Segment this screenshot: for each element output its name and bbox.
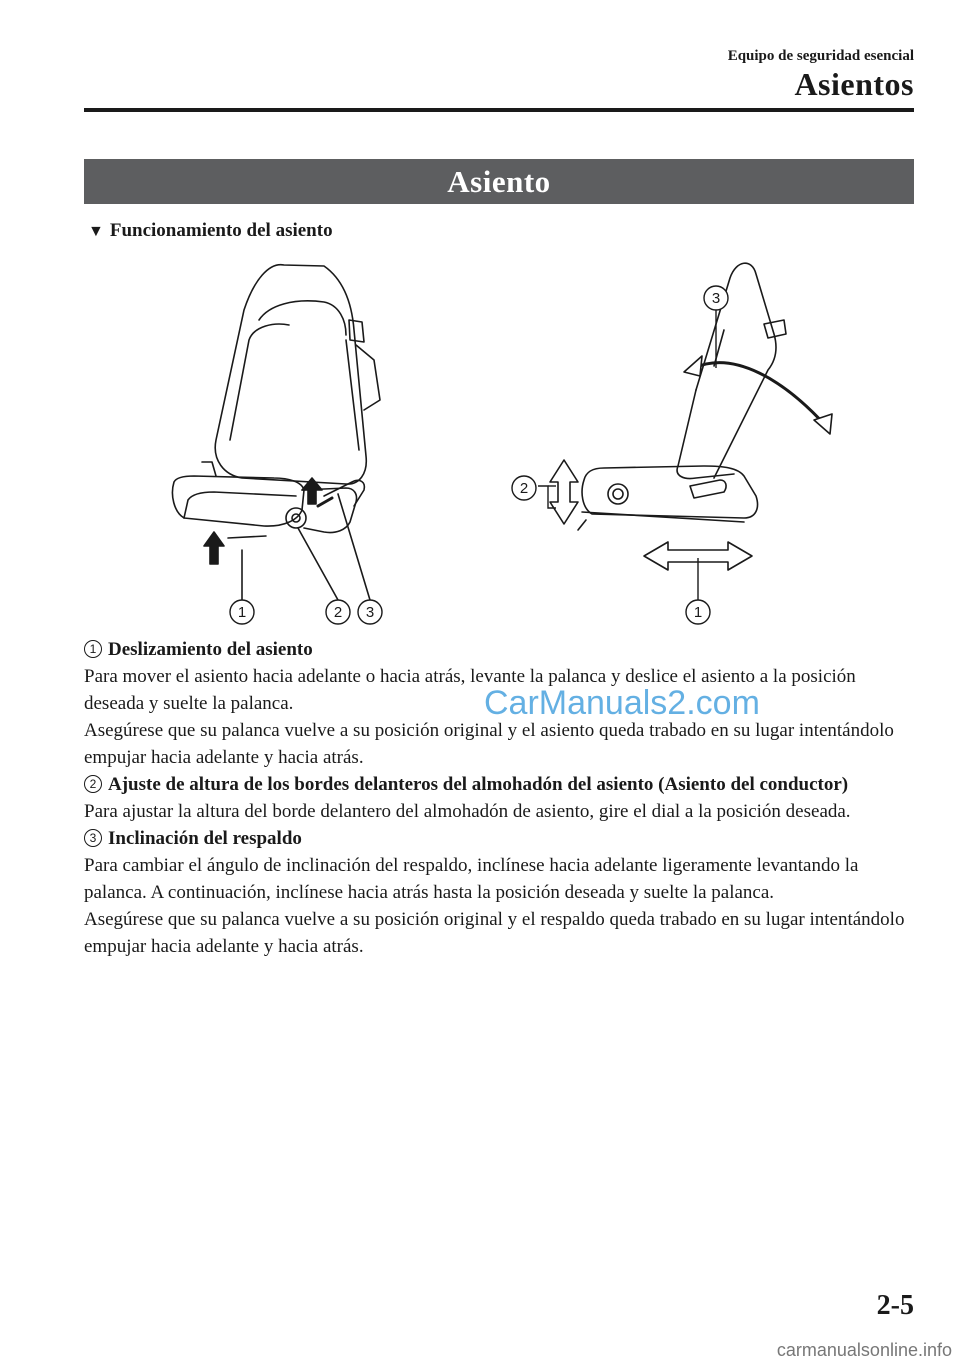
seat-diagram [84, 250, 914, 635]
callout-1-right-label: 1 [693, 604, 703, 621]
section-banner: Asiento [84, 159, 914, 204]
callout-2-left-label: 2 [333, 604, 343, 621]
seat-illustration [84, 250, 914, 635]
item-3-paragraph-1: Para cambiar el ángulo de inclinación del respaldo, inclínese hacia adelante ligeramente levantando la palanca. A continuación, inclínese hacia atrás hasta la posición deseada y suelte la palanca. [84, 855, 859, 903]
header-chapter-title: Asientos [794, 66, 914, 102]
item-1-heading [84, 636, 914, 663]
subheading-text: Funcionamiento del asiento [109, 220, 333, 241]
item-1-paragraph-2: Asegúrese que su palanca vuelve a su posición original y el asiento queda trabado en su lugar intentándolo empujar hacia adelante y hacia atrás. [84, 720, 894, 768]
item-2-title: Ajuste de altura de los bordes delanteros del almohadón del asiento (Asiento del conductor) [108, 774, 849, 795]
item-1-title: Deslizamiento del asiento [108, 639, 313, 660]
item-2-number: 2 [84, 775, 102, 793]
header-rule [84, 108, 914, 112]
item-2-paragraph-1: Para ajustar la altura del borde delantero del almohadón de asiento, gire el dial a la posición deseada. [84, 801, 851, 822]
watermark: CarManuals2.com [484, 684, 760, 722]
triangle-bullet-icon: ▼ [88, 223, 104, 240]
item-1-paragraph-1: Para mover el asiento hacia adelante o hacia atrás, levante la palanca y deslice el asiento a la posición deseada y suelte la palanca. [84, 666, 856, 714]
item-3-number: 3 [84, 829, 102, 847]
callout-3-left-label: 3 [365, 604, 375, 621]
page-number: 2-5 [876, 1290, 914, 1321]
item-1-number: 1 [84, 640, 102, 658]
subheading [88, 220, 333, 242]
item-3-heading [84, 825, 914, 852]
item-3-paragraph-2: Asegúrese que su palanca vuelve a su posición original y el respaldo queda trabado en su lugar intentándolo empujar hacia adelante y hacia atrás. [84, 909, 905, 957]
callout-1-left-label: 1 [237, 604, 247, 621]
item-2-heading [84, 771, 914, 798]
callout-2-right-label: 2 [519, 480, 529, 497]
item-3-title: Inclinación del respaldo [108, 828, 302, 849]
callout-3-right-label: 3 [711, 290, 721, 307]
footer-watermark: carmanualsonline.info [776, 1340, 952, 1360]
header-section-label: Equipo de seguridad esencial [727, 48, 914, 64]
